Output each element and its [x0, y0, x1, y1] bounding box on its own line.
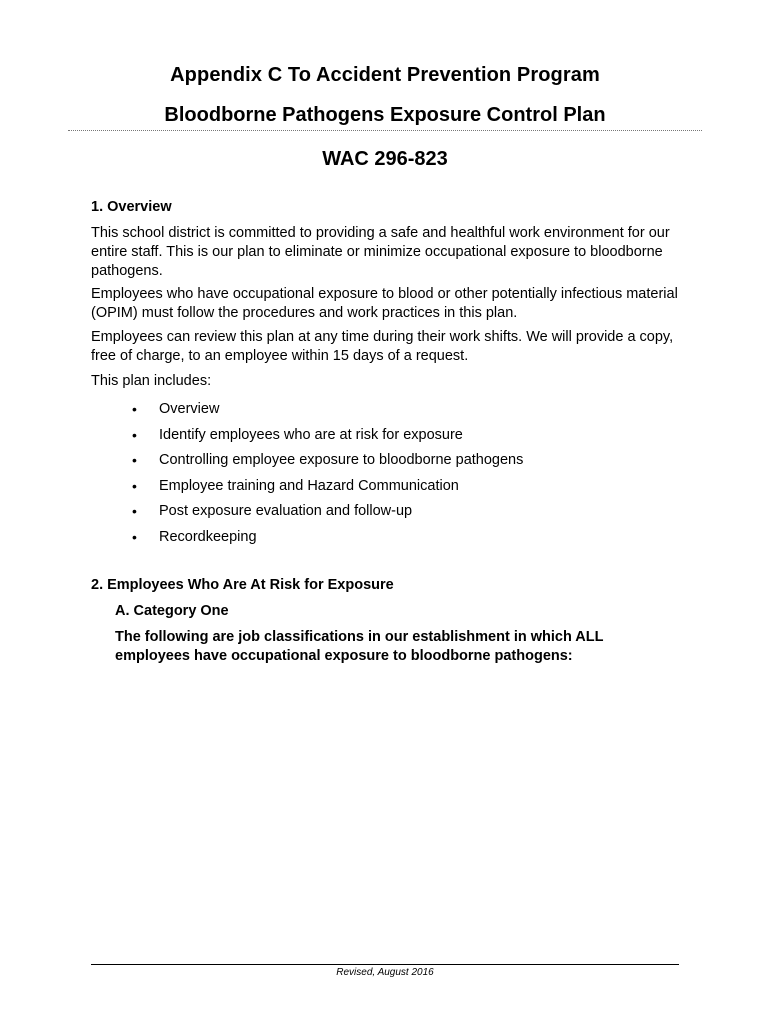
list-item-label: Identify employees who are at risk for exposure [159, 426, 463, 443]
list-item [91, 400, 523, 426]
document-title: Appendix C To Accident Prevention Program [170, 64, 600, 86]
overview-paragraph-3: Employees can review this plan at any time during their work shifts. We will provide a copy, free of charge, to an employee within 15 days of a request. [91, 329, 674, 364]
bullet-icon: • [132, 503, 137, 520]
footer-divider [91, 964, 679, 965]
list-item [91, 451, 523, 477]
overview-paragraph-4: This plan includes: [91, 373, 212, 389]
list-item [91, 477, 523, 503]
list-item-label: Recordkeeping [159, 528, 257, 545]
title-divider [68, 130, 702, 131]
bullet-icon: • [132, 401, 137, 417]
list-item-label: Overview [159, 401, 220, 417]
section-overview-heading: 1. Overview [91, 199, 172, 215]
list-item [91, 528, 523, 554]
category-one-heading: A. Category One [115, 603, 229, 619]
document-subtitle: Bloodborne Pathogens Exposure Control Plan [164, 104, 606, 126]
bullet-icon: • [132, 477, 137, 494]
regulation-code: WAC 296-823 [322, 148, 448, 170]
list-item-label: Controlling employee exposure to bloodborne pathogens [159, 452, 524, 469]
list-item-label: Post exposure evaluation and follow-up [159, 503, 413, 520]
section-risk-heading: 2. Employees Who Are At Risk for Exposure [91, 577, 394, 593]
list-item-label: Employee training and Hazard Communication [159, 477, 459, 494]
bullet-icon: • [132, 426, 137, 443]
bullet-icon: • [132, 452, 137, 469]
revision-note: Revised, August 2016 [336, 967, 434, 978]
list-item [91, 426, 523, 452]
plan-contents-list [91, 400, 523, 554]
list-item [91, 502, 523, 528]
bullet-icon: • [132, 528, 137, 545]
overview-paragraph-1: This school district is committed to providing a safe and healthful work environment for our entire staff. This is our plan to eliminate or minimize occupational exposure to bloodborne pathogens. [91, 225, 670, 279]
overview-paragraph-2: Employees who have occupational exposure to blood or other potentially infectious material (OPIM) must follow the procedures and work practices in this plan. [91, 286, 678, 321]
category-one-statement: The following are job classifications in our establishment in which ALL employees have occupational exposure to bloodborne pathogens: [115, 629, 604, 664]
